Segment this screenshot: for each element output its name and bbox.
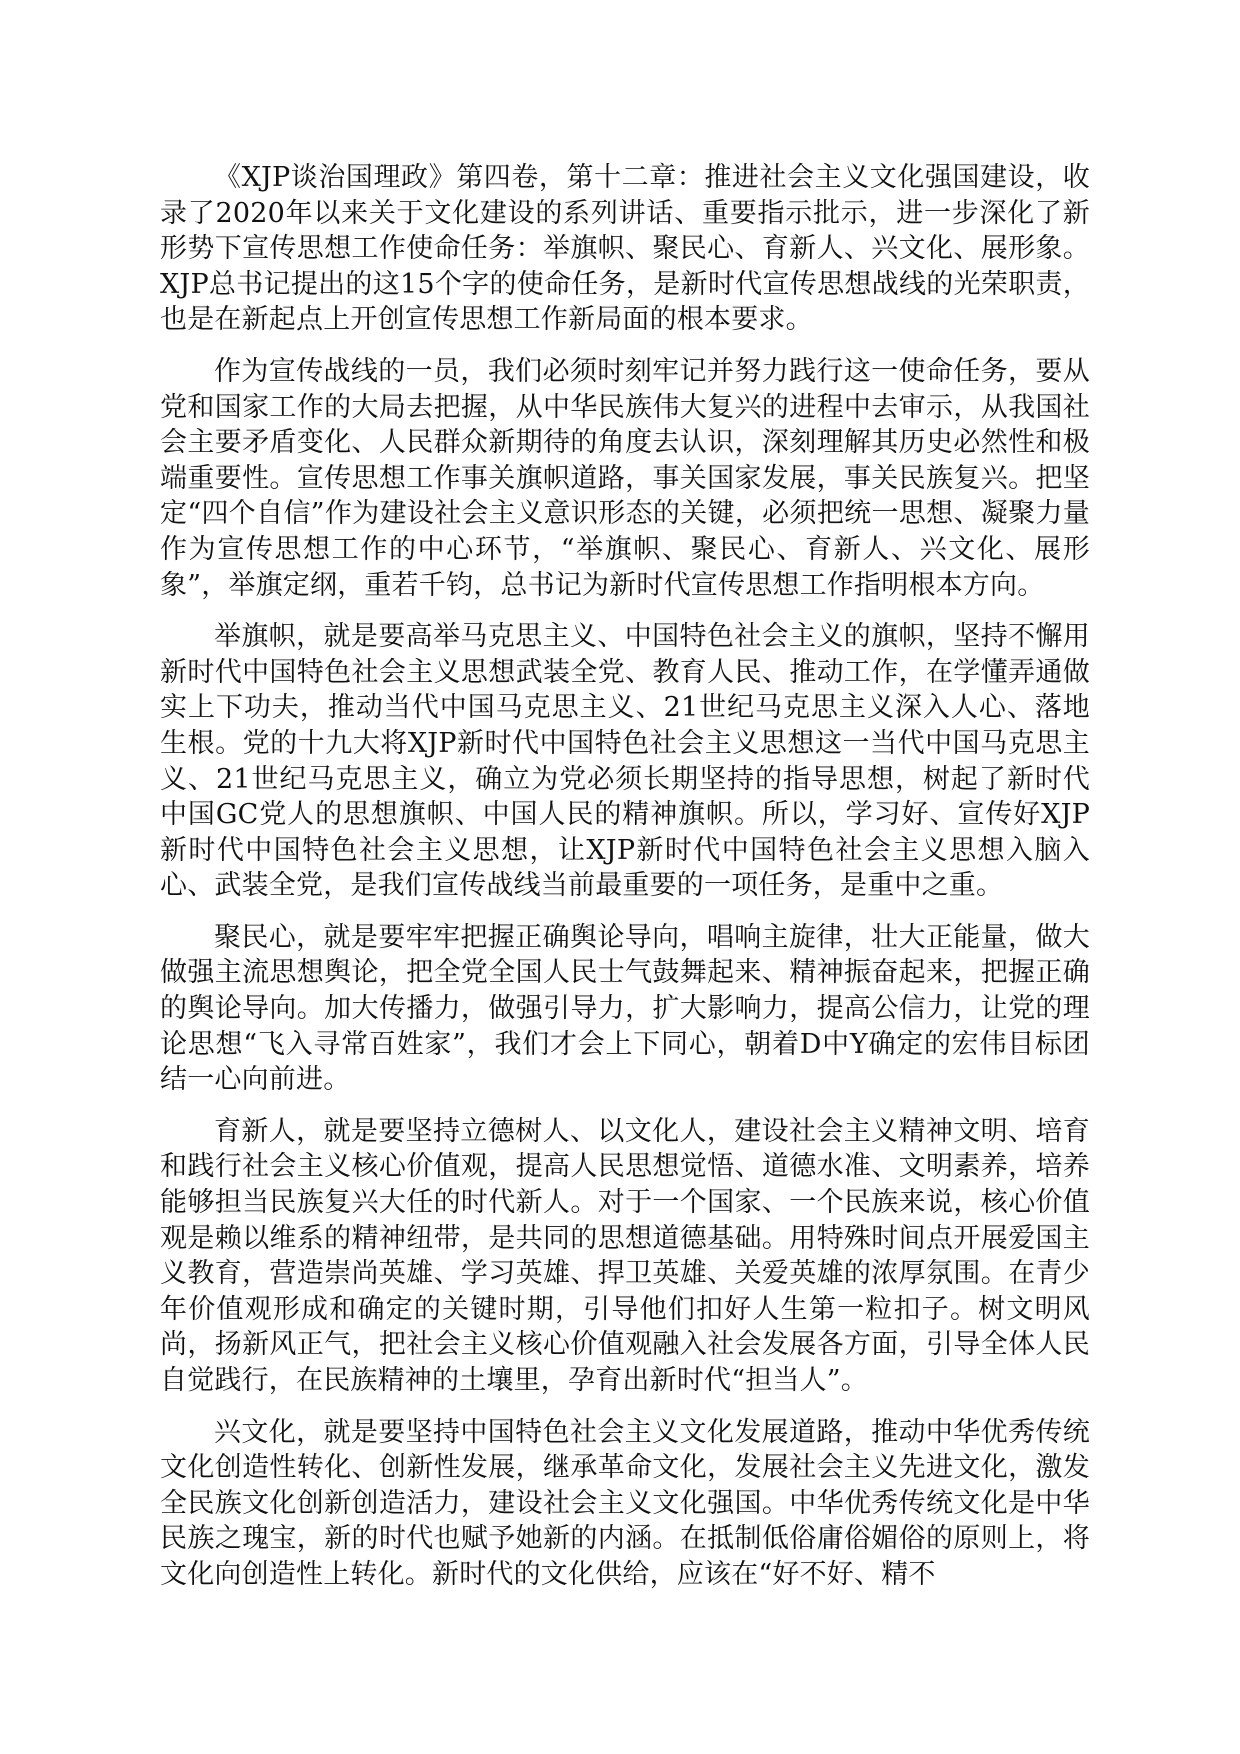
paragraph-culture: 兴文化，就是要坚持中国特色社会主义文化发展道路，推动中华优秀传统文化创造性转化、创新性发展，继承革命文化，发展社会主义先进文化，激发全民族文化创新创造活力，建设社会主义文化强国。中华优秀传统文化是中华民族之瑰宝，新的时代也赋予她新的内涵。在抵制低俗庸俗媚俗的原则上，将文化向创造性上转化。新时代的文化供给，应该在“好不好、精不: [160, 1416, 1090, 1590]
paragraph-mission: 作为宣传战线的一员，我们必须时刻牢记并努力践行这一使命任务，要从党和国家工作的大局去把握，从中华民族伟大复兴的进程中去审示，从我国社会主要矛盾变化、人民群众新期待的角度去认识，深刻理解其历史必然性和极端重要性。宣传思想工作事关旗帜道路，事关国家发展，事关民族复兴。把坚定“四个自信”作为建设社会主义意识形态的关键，必须把统一思想、凝聚力量作为宣传思想工作的中心环节，“举旗帜、聚民心、育新人、兴文化、展形象”，举旗定纲，重若千钧，总书记为新时代宣传思想工作指明根本方向。: [160, 355, 1090, 601]
paragraph-raise-banner: 举旗帜，就是要高举马克思主义、中国特色社会主义的旗帜，坚持不懈用新时代中国特色社会主义思想武装全党、教育人民、推动工作，在学懂弄通做实上下功夫，推动当代中国马克思主义、21世纪马克思主义深入人心、落地生根。党的十九大将XJP新时代中国特色社会主义思想这一当代中国马克思主义、21世纪马克思主义，确立为党必须长期坚持的指导思想，树起了新时代中国GC党人的思想旗帜、中国人民的精神旗帜。所以，学习好、宣传好XJP新时代中国特色社会主义思想，让XJP新时代中国特色社会主义思想入脑入心、武装全党，是我们宣传战线当前最重要的一项任务，是重中之重。: [160, 621, 1090, 902]
paragraph-new-people: 育新人，就是要坚持立德树人、以文化人，建设社会主义精神文明、培育和践行社会主义核心价值观，提高人民思想觉悟、道德水准、文明素养，培养能够担当民族复兴大任的时代新人。对于一个国家、一个民族来说，核心价值观是赖以维系的精神纽带，是共同的思想道德基础。用特殊时间点开展爱国主义教育，营造崇尚英雄、学习英雄、捍卫英雄、关爱英雄的浓厚氛围。在青少年价值观形成和确定的关键时期，引导他们扣好人生第一粒扣子。树文明风尚，扬新风正气，把社会主义核心价值观融入社会发展各方面，引导全体人民自觉践行，在民族精神的土壤里，孕育出新时代“担当人”。: [160, 1115, 1090, 1396]
paragraph-intro: 《XJP谈治国理政》第四卷，第十二章：推进社会主义文化强国建设，收录了2020年以来关于文化建设的系列讲话、重要指示批示，进一步深化了新形势下宣传思想工作使命任务：举旗帜、聚民心、育新人、兴文化、展形象。XJP总书记提出的这15个字的使命任务，是新时代宣传思想战线的光荣职责，也是在新起点上开创宣传思想工作新局面的根本要求。: [160, 162, 1090, 336]
document-body: [160, 160, 1090, 1609]
paragraph-unite-hearts: 聚民心，就是要牢牢把握正确舆论导向，唱响主旋律，壮大正能量，做大做强主流思想舆论，把全党全国人民士气鼓舞起来、精神振奋起来，把握正确的舆论导向。加大传播力，做强引导力，扩大影响力，提高公信力，让党的理论思想“飞入寻常百姓家”，我们才会上下同心，朝着D中Y确定的宏伟目标团结一心向前进。: [160, 921, 1090, 1096]
